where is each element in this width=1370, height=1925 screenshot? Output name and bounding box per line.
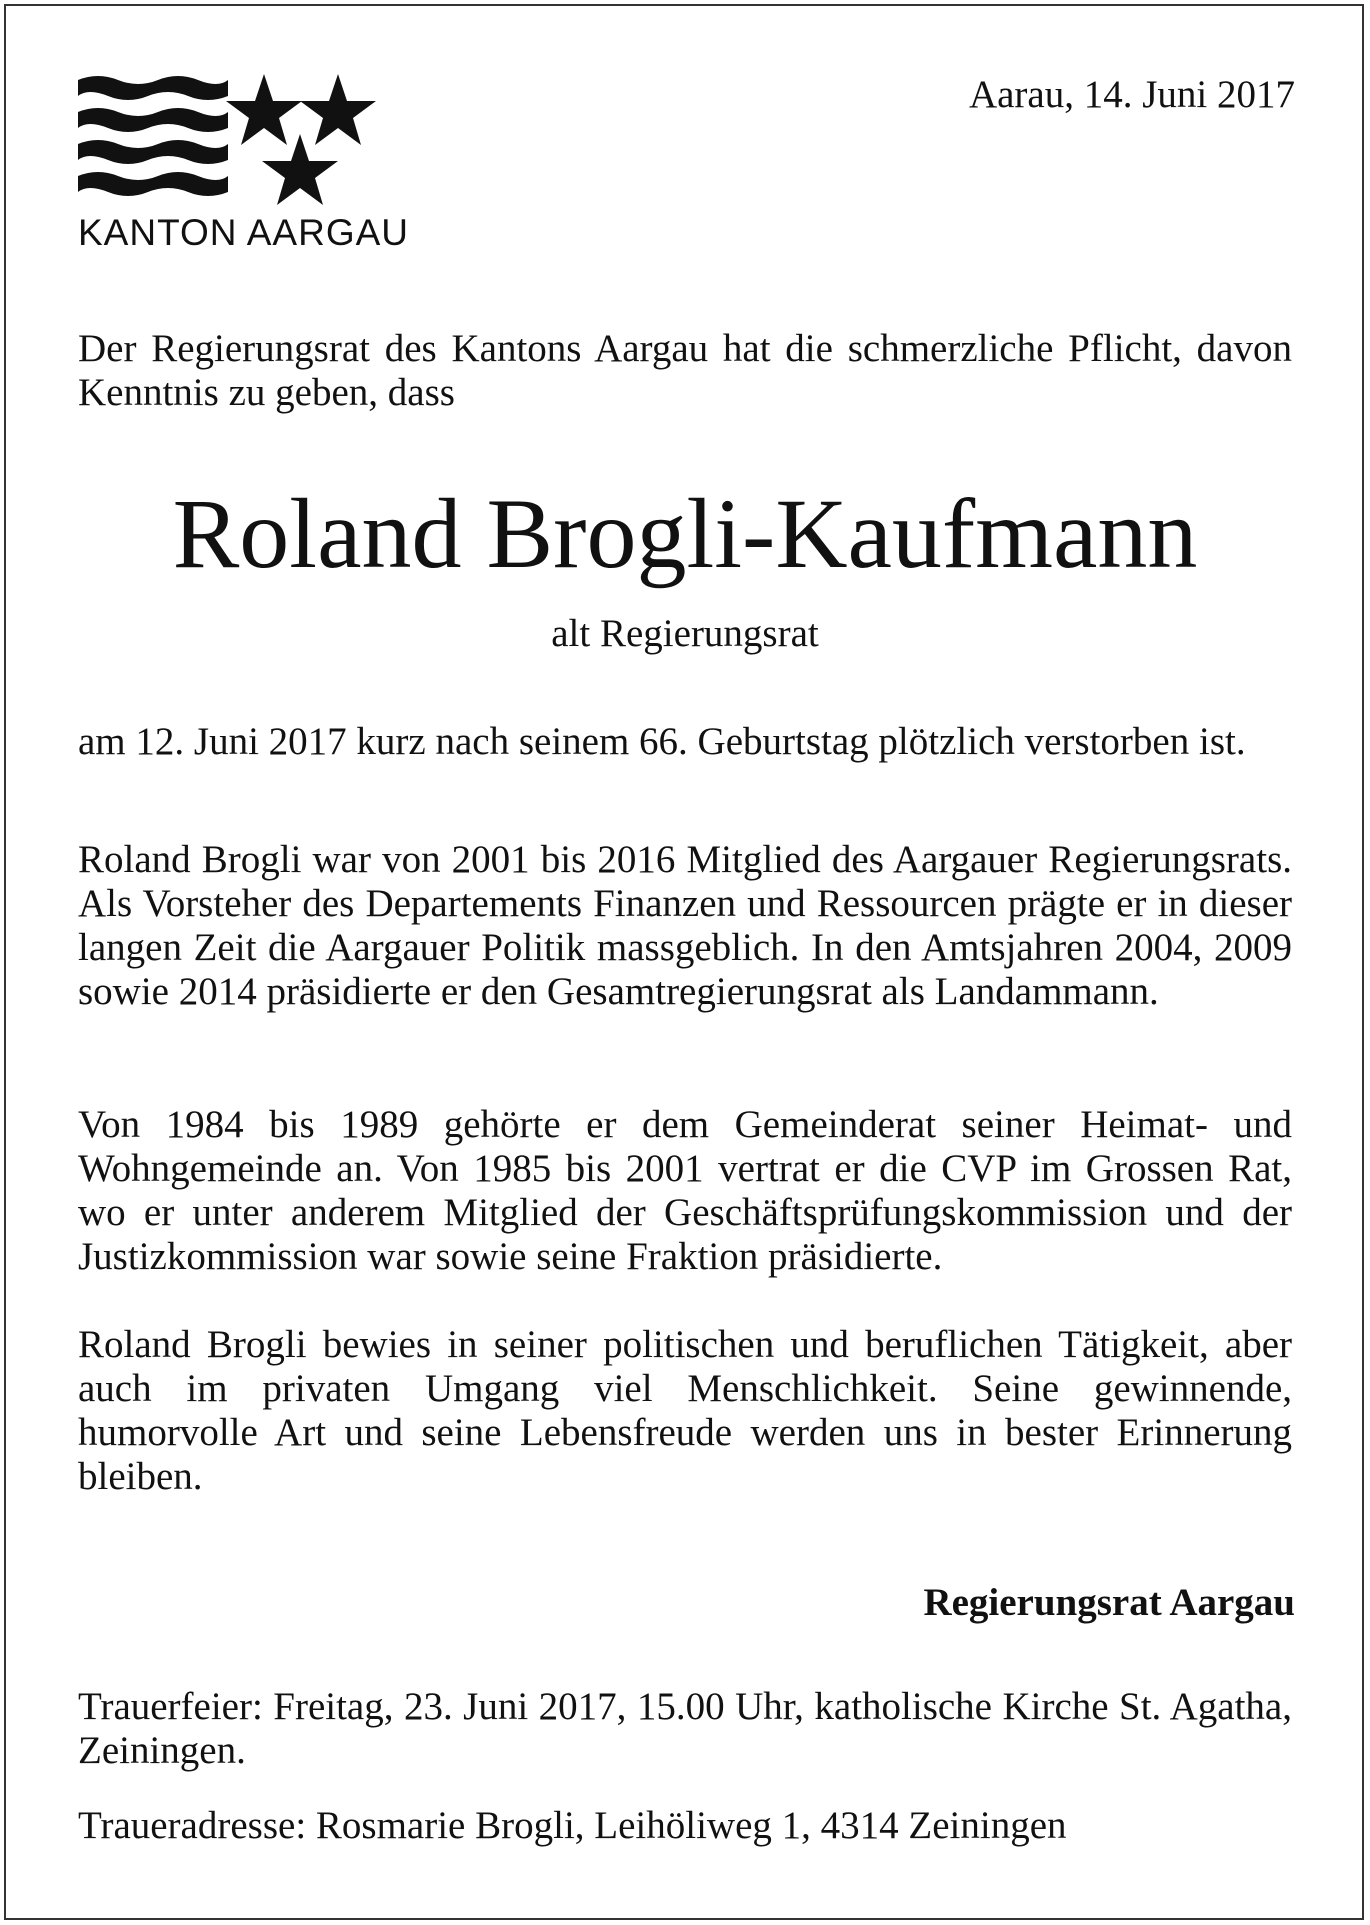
funeral-info: Trauerfeier: Freitag, 23. Juni 2017, 15.00 Uhr, katholische Kirche St. Agatha, Zeiningen. — [78, 1685, 1292, 1772]
logo-wordmark: KANTON AARGAU — [78, 212, 410, 253]
deceased-name: Roland Brogli-Kaufmann — [172, 478, 1198, 589]
paragraph-career: Roland Brogli war von 2001 bis 2016 Mitglied des Aargauer Regierungsrats. Als Vorsteher des Departements Finanzen und Ressourcen prägte er in dieser langen Zeit die Aargauer Politik massgeblich. In den Amtsjahren 2004, 2009 sowie 2014 präsidierte er den Gesamtregierungsrat als Landammann. — [78, 838, 1292, 1013]
notice-date: Aarau, 14. Juni 2017 — [968, 73, 1295, 116]
intro-text: Der Regierungsrat des Kantons Aargau hat die schmerzliche Pflicht, davon Kenntnis zu geben, dass — [78, 327, 1292, 414]
aargau-coat-of-arms-icon — [78, 72, 438, 212]
paragraph-death: am 12. Juni 2017 kurz nach seinem 66. Geburtstag plötzlich verstorben ist. — [78, 720, 1246, 763]
mourning-address: Traueradresse: Rosmarie Brogli, Leihöliweg 1, 4314 Zeiningen — [78, 1804, 1067, 1847]
deceased-title: alt Regierungsrat — [551, 612, 819, 655]
paragraph-tribute: Roland Brogli bewies in seiner politischen und beruflichen Tätigkeit, aber auch im privaten Umgang viel Menschlichkeit. Seine gewinnende, humorvolle Art und seine Lebensfreude werden uns in bester Erinnerung bleiben. — [78, 1323, 1292, 1498]
signature: Regierungsrat Aargau — [923, 1581, 1295, 1624]
kanton-aargau-logo — [78, 72, 438, 262]
paragraph-politics: Von 1984 bis 1989 gehörte er dem Gemeinderat seiner Heimat- und Wohngemeinde an. Von 1985 bis 2001 vertrat er die CVP im Grossen Rat, wo er unter anderem Mitglied der Geschäftsprüfungskommission und der Justizkommission war sowie seine Fraktion präsidierte. — [78, 1103, 1292, 1278]
